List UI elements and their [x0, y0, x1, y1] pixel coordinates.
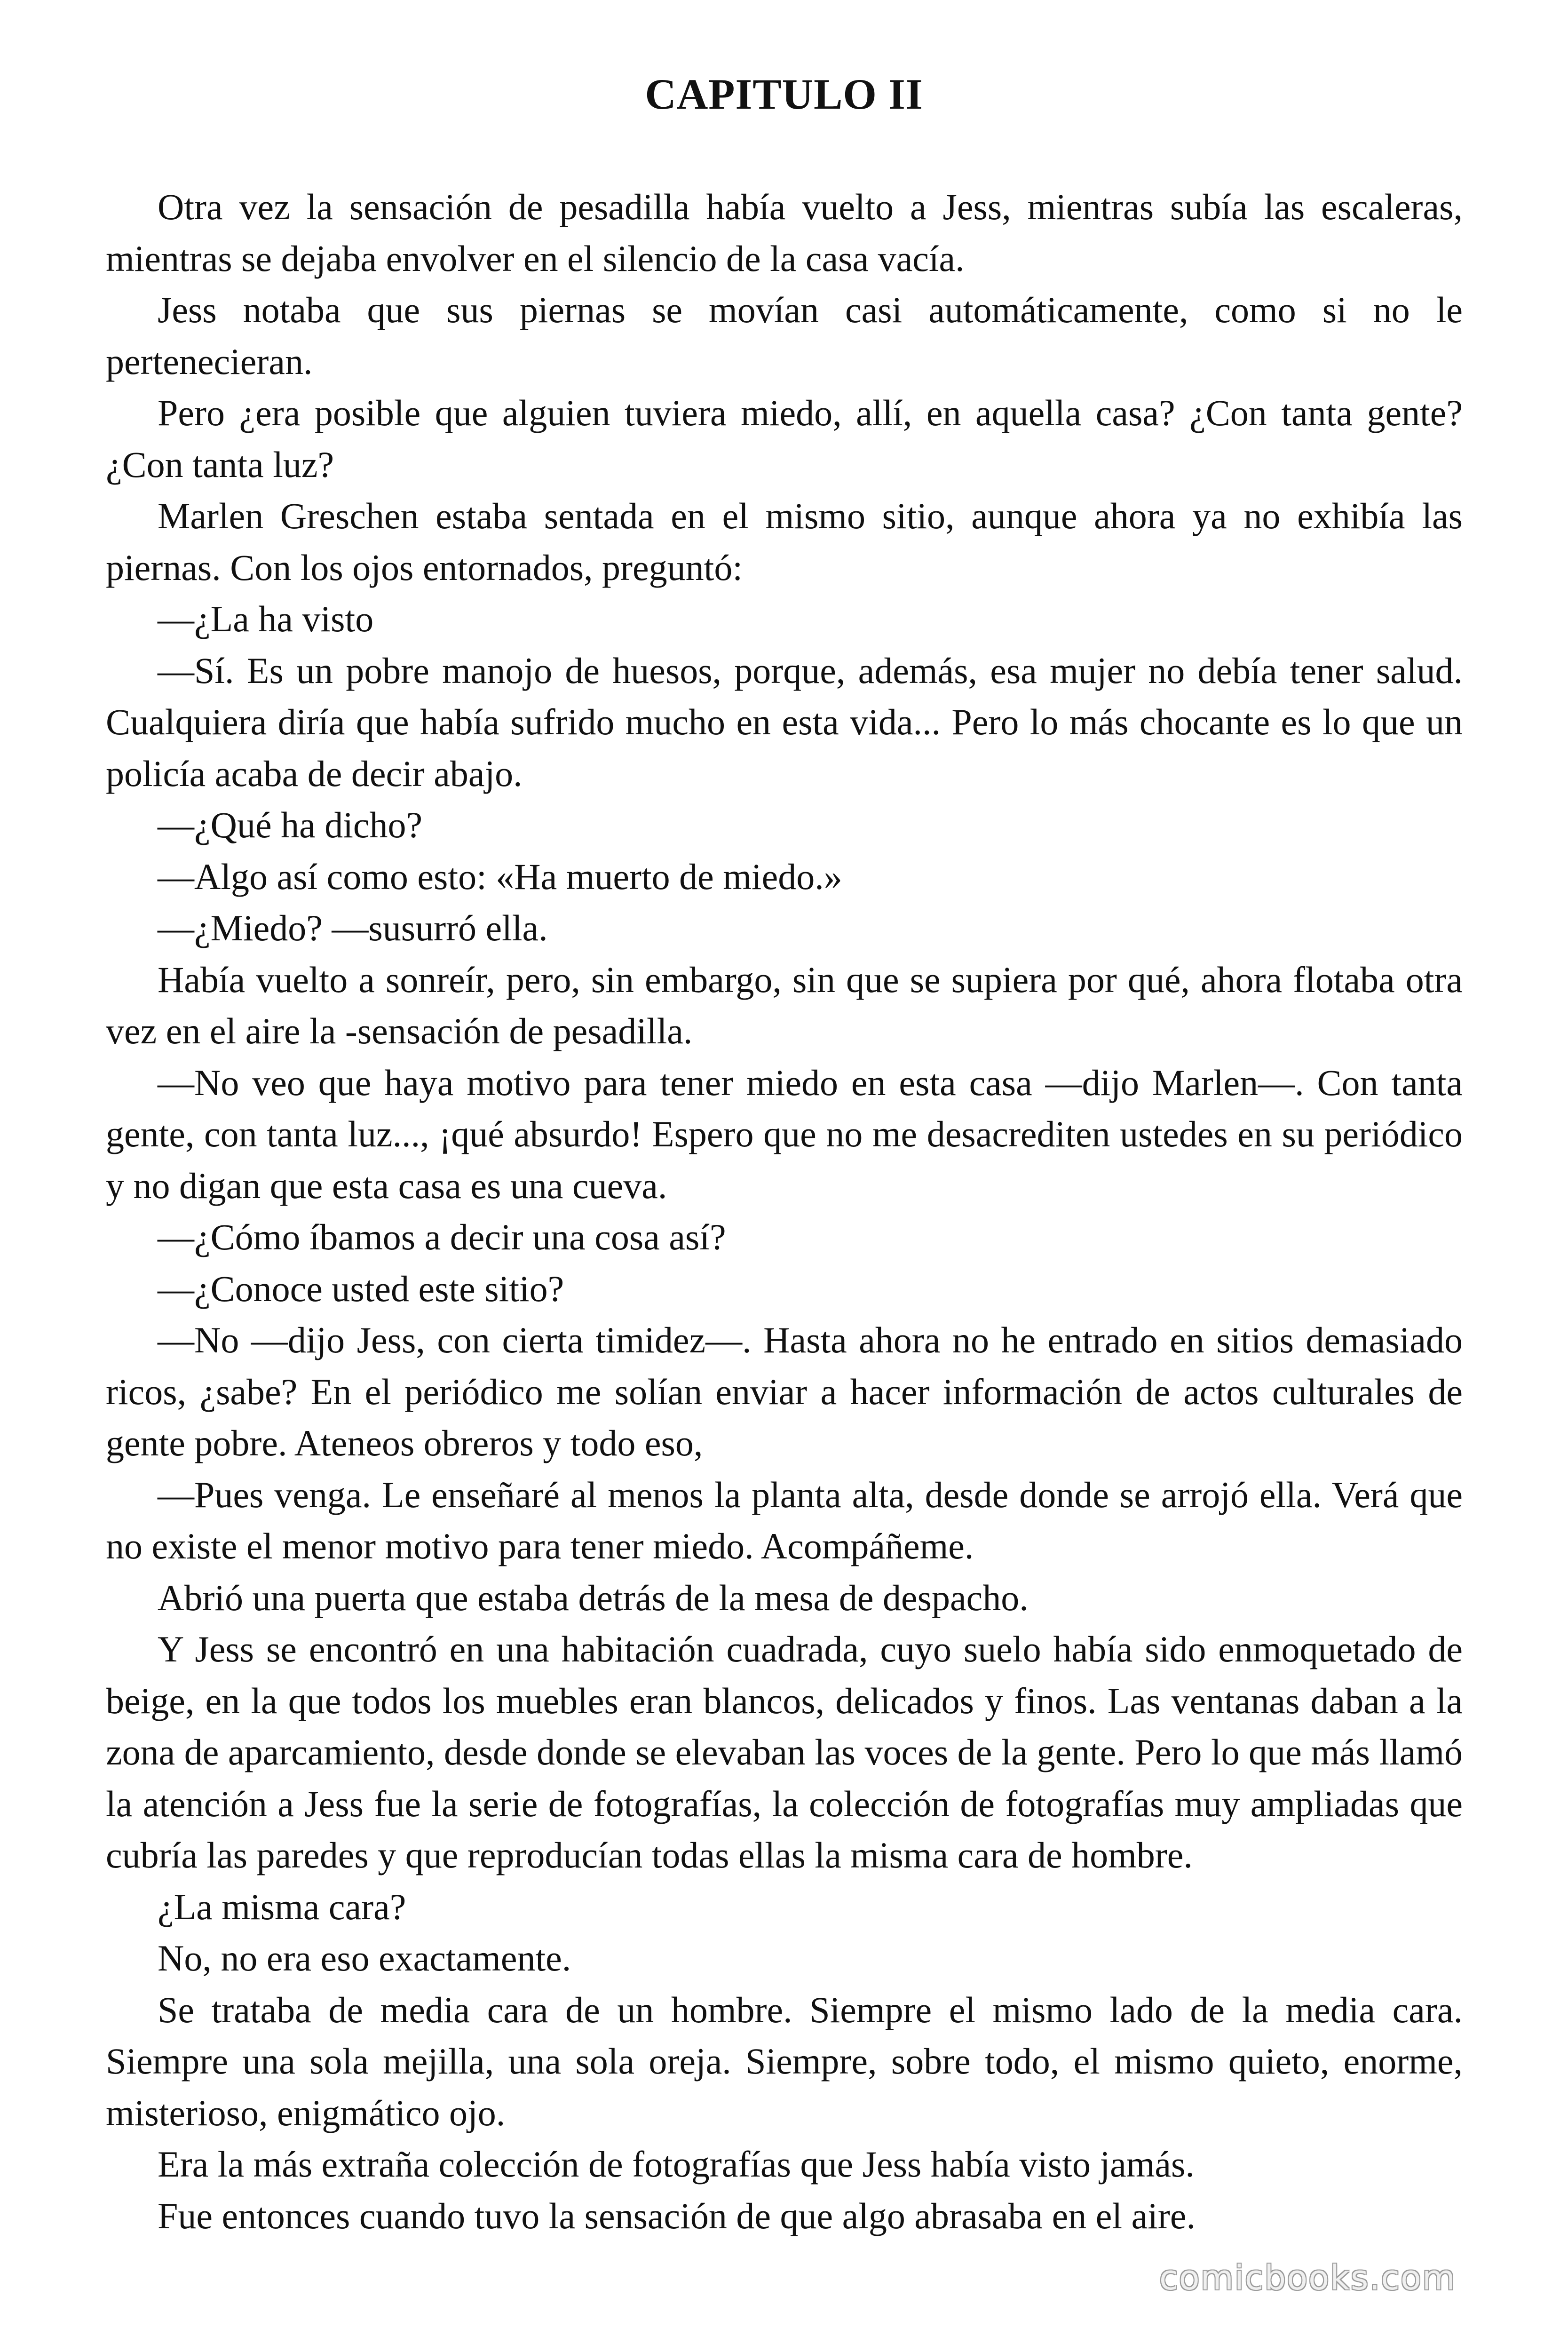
dialogue-line: —Algo así como esto: «Ha muerto de miedo.» [158, 856, 842, 897]
paragraph: ¿La misma cara? [158, 1886, 406, 1927]
dialogue-line: —¿Cómo íbamos a decir una cosa así? [158, 1216, 726, 1257]
chapter-body [106, 181, 1463, 2241]
paragraph: Y Jess se encontró en una habitación cuadrada, cuyo suelo había sido enmoquetado de beige, en la que todos los muebles eran blancos, delicados y finos. Las ventanas daban a la zona de aparcamiento, desde donde se elevaban las voces de la gente. Pero lo que más llamó la atención a Jess fue la serie de fotografías, la colección de fotografías muy ampliadas que cubría las paredes y que reproducían todas ellas la misma cara de hombre. [106, 1629, 1463, 1875]
watermark: comicbooks.com [1159, 2258, 1457, 2297]
paragraph: Jess notaba que sus piernas se movían casi automáticamente, como si no le pertenecieran. [106, 289, 1463, 382]
dialogue-line: —¿Miedo? —susurró ella. [158, 907, 548, 948]
paragraph: Pero ¿era posible que alguien tuviera miedo, allí, en aquella casa? ¿Con tanta gente? ¿Con tanta luz? [106, 392, 1463, 485]
dialogue-line: —No —dijo Jess, con cierta timidez—. Hasta ahora no he entrado en sitios demasiado ricos, ¿sabe? En el periódico me solían enviar a hacer información de actos culturales de gente pobre. Ateneos obreros y todo eso, [106, 1319, 1463, 1463]
paragraph: Había vuelto a sonreír, pero, sin embargo, sin que se supiera por qué, ahora flotaba otra vez en el aire la -sensación de pesadilla. [106, 959, 1463, 1051]
dialogue-line: —No veo que haya motivo para tener miedo en esta casa —dijo Marlen—. Con tanta gente, con tanta luz..., ¡qué absurdo! Espero que no me desacrediten ustedes en su periódico y no digan que esta casa es una cueva. [106, 1062, 1463, 1206]
paragraph: Era la más extraña colección de fotografías que Jess había visto jamás. [158, 2144, 1195, 2185]
paragraph: Marlen Greschen estaba sentada en el mismo sitio, aunque ahora ya no exhibía las piernas. Con los ojos entornados, preguntó: [106, 495, 1463, 588]
dialogue-line: —Pues venga. Le enseñaré al menos la planta alta, desde donde se arrojó ella. Verá que no existe el menor motivo para tener miedo. Acompáñeme. [106, 1474, 1463, 1566]
chapter-title: CAPITULO II [645, 70, 923, 118]
dialogue-line: —Sí. Es un pobre manojo de huesos, porque, además, esa mujer no debía tener salud. Cualquiera diría que había sufrido mucho en esta vida... Pero lo más chocante es lo que un policía acaba de decir abajo. [106, 650, 1463, 794]
paragraph: Otra vez la sensación de pesadilla había vuelto a Jess, mientras subía las escaleras, mientras se dejaba envolver en el silencio de la casa vacía. [106, 186, 1463, 279]
paragraph: Abrió una puerta que estaba detrás de la mesa de despacho. [158, 1577, 1029, 1618]
paragraph: Fue entonces cuando tuvo la sensación de que algo abrasaba en el aire. [158, 2195, 1196, 2236]
paragraph: No, no era eso exactamente. [158, 1938, 571, 1979]
paragraph: Se trataba de media cara de un hombre. Siempre el mismo lado de la media cara. Siempre una sola mejilla, una sola oreja. Siempre, sobre todo, el mismo quieto, enorme, misterioso, enigmático ojo. [106, 1989, 1463, 2133]
dialogue-line: —¿Qué ha dicho? [158, 804, 423, 845]
dialogue-line: —¿La ha visto [158, 598, 374, 639]
dialogue-line: —¿Conoce usted este sitio? [158, 1268, 564, 1309]
